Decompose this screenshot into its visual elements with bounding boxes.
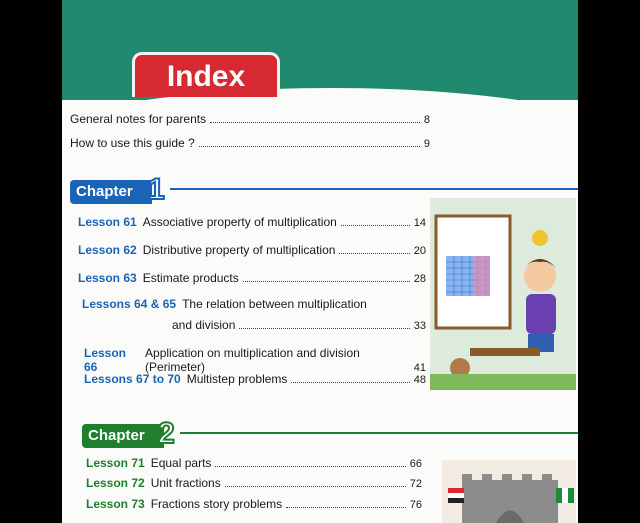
lesson-title: Estimate products (142, 271, 239, 285)
page-number: 41 (413, 362, 426, 374)
leader-dots (239, 327, 409, 329)
lesson-number: Lesson 73 (86, 497, 145, 511)
lesson-row[interactable] (84, 372, 426, 386)
lesson-title-line2: and division (172, 318, 236, 332)
lesson-title: Unit fractions (150, 476, 221, 490)
lesson-number: Lessons 67 to 70 (84, 372, 181, 386)
intro-row[interactable] (70, 136, 430, 150)
lesson-title: Associative property of multiplication (142, 215, 337, 229)
lesson-row[interactable] (82, 297, 426, 311)
leader-dots (225, 485, 406, 487)
lesson-number: Lesson 61 (78, 215, 137, 229)
page-number: 9 (423, 138, 430, 150)
page-number: 33 (413, 320, 426, 332)
lesson-row[interactable] (86, 456, 422, 470)
chapter-2-illustration (442, 460, 576, 523)
page-number: 8 (423, 114, 430, 126)
lesson-row[interactable] (86, 497, 422, 511)
lesson-title: Multistep problems (186, 372, 288, 386)
page-number: 72 (409, 478, 422, 490)
lesson-number: Lesson 63 (78, 271, 137, 285)
lesson-row[interactable] (84, 346, 426, 374)
chapter-number: 1 (148, 173, 165, 206)
leader-dots (341, 224, 410, 226)
lesson-number: Lesson 66 (84, 346, 127, 374)
leader-dots (210, 121, 420, 123)
lesson-number: Lessons 64 & 65 (82, 297, 177, 311)
leader-dots (339, 252, 409, 254)
chapter-rule (180, 432, 578, 434)
lesson-title: Fractions story problems (150, 497, 283, 511)
chapter-number: 2 (158, 417, 175, 450)
page-number: 28 (413, 273, 426, 285)
lesson-row[interactable] (78, 271, 426, 285)
chapter-1-illustration (430, 198, 576, 390)
index-page (62, 0, 578, 523)
leader-dots (215, 465, 405, 467)
intro-label: General notes for parents (70, 112, 207, 126)
castle-flags-illustration (442, 460, 576, 523)
intro-row[interactable] (70, 112, 430, 126)
leader-dots (199, 145, 420, 147)
chapter-label: Chapter (82, 424, 164, 448)
chapter-label: Chapter (70, 180, 152, 204)
lesson-number: Lesson 71 (86, 456, 145, 470)
lesson-row[interactable] (78, 243, 426, 257)
page-number: 76 (409, 499, 422, 511)
lesson-title: Equal parts (150, 456, 212, 470)
page-number: 14 (413, 217, 426, 229)
page-number: 48 (413, 374, 426, 386)
whiteboard-boy-illustration (430, 198, 576, 390)
page-number: 20 (413, 245, 426, 257)
lesson-title: The relation between multiplication (182, 297, 367, 311)
leader-dots (243, 280, 410, 282)
lesson-row-continued (172, 318, 426, 332)
lesson-title: Application on multiplication and division (Perimeter) (145, 346, 360, 374)
lesson-number: Lesson 72 (86, 476, 145, 490)
intro-label: How to use this guide ? (70, 136, 195, 150)
leader-dots (291, 381, 409, 383)
index-title: Index (132, 52, 280, 97)
page-number: 66 (409, 458, 422, 470)
lesson-title: Distributive property of multiplication (142, 243, 336, 257)
leader-dots (286, 506, 406, 508)
lesson-number: Lesson 62 (78, 243, 137, 257)
lesson-row[interactable] (78, 215, 426, 229)
chapter-rule (170, 188, 578, 190)
lesson-row[interactable] (86, 476, 422, 490)
chapter-2-banner (82, 417, 578, 450)
